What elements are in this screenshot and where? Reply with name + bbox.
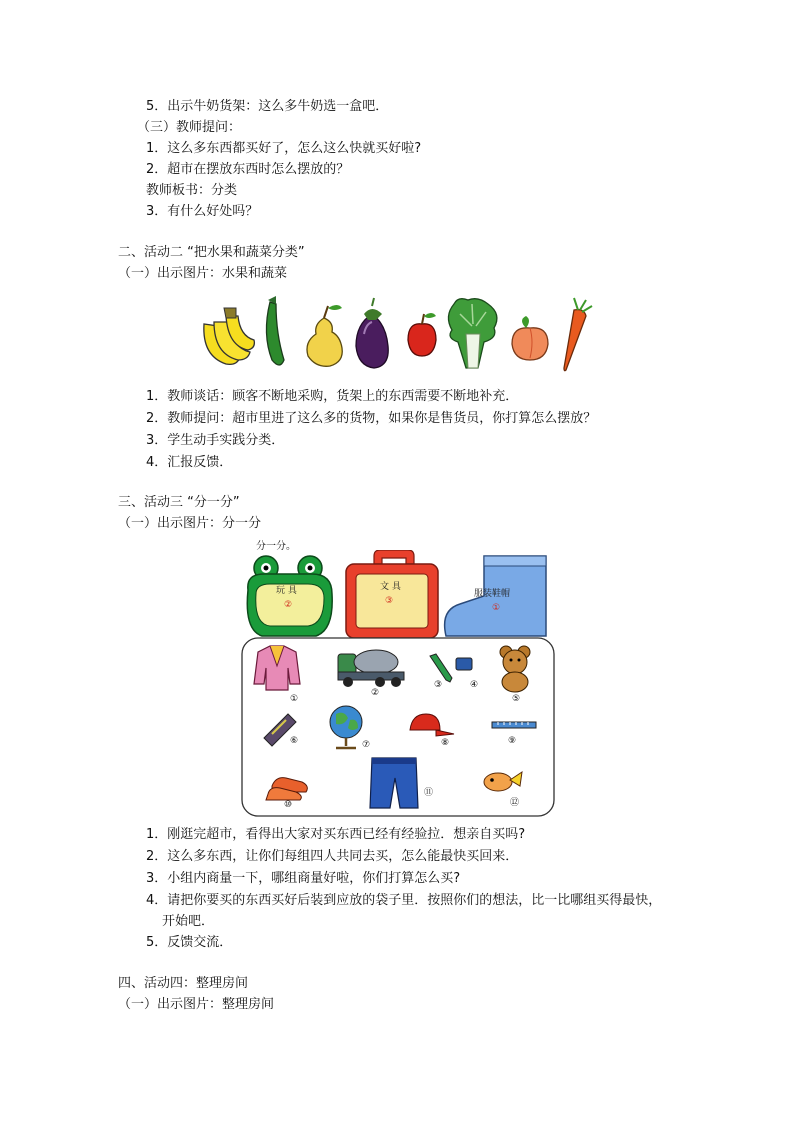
pear-icon	[307, 305, 342, 366]
list-item-continued: 开始吧．	[162, 914, 215, 929]
item-number: ⑤	[512, 694, 521, 704]
item-number: ⑧	[441, 738, 450, 748]
jacket-icon	[254, 646, 300, 690]
list-item: 4．汇报反馈．	[146, 455, 233, 470]
bin-number-stationery: ③	[385, 596, 394, 606]
subsection-heading: （一）出示图片：整理房间	[118, 997, 275, 1012]
list-item: 2．教师提问：超市里进了这么多的货物，如果你是售货员，你打算怎么摆放？	[146, 411, 597, 426]
item-number: ⑫	[510, 798, 520, 808]
fruits-vegetables-figure	[196, 294, 596, 374]
apple-icon	[408, 313, 436, 356]
list-item: 4．请把你要买的东西买好后装到应放的袋子里．按照你们的想法，比一比哪组买得最快，	[146, 893, 662, 908]
bin-number-toys: ②	[284, 600, 293, 610]
item-number: ⑩	[284, 800, 293, 810]
section-heading: 四、活动四：整理房间	[118, 976, 249, 991]
list-item: 5．反馈交流．	[146, 935, 233, 950]
peach-icon	[512, 316, 548, 360]
list-item: 1．刚逛完超市，看得出大家对买东西已经有经验拉．想亲自买吗?	[146, 827, 526, 842]
item-number: ①	[290, 694, 299, 704]
item-number: ④	[470, 680, 479, 690]
subsection-heading: （一）出示图片：水果和蔬菜	[118, 266, 288, 281]
subsection-heading: （一）出示图片：分一分	[118, 516, 262, 531]
text-line: 3．有什么好处吗？	[146, 204, 259, 219]
section-heading: 三、活动三 “分一分”	[118, 495, 240, 510]
item-number: ②	[371, 688, 380, 698]
list-item: 1．教师谈话：顾客不断地采购，货架上的东西需要不断地补充．	[146, 389, 519, 404]
figure-caption: 分一分。	[256, 541, 296, 552]
text-line: 1．这么多东西都买好了，怎么这么快就买好啦?	[146, 141, 422, 156]
item-number: ⑥	[290, 736, 299, 746]
text-line: 教师板书：分类	[146, 183, 238, 198]
sharpener-icon	[456, 658, 472, 670]
cucumber-icon	[266, 296, 284, 365]
bin-number-clothing: ①	[492, 603, 501, 613]
carrot-icon	[564, 298, 592, 371]
item-number: ⑨	[508, 736, 517, 746]
item-number: ⑪	[424, 788, 434, 798]
section-heading: 二、活动二 “把水果和蔬菜分类”	[118, 245, 305, 260]
bin-label-toys: 玩 具	[276, 586, 297, 596]
bin-label-clothing: 服装鞋帽	[474, 589, 511, 599]
ruler-icon	[492, 722, 536, 728]
text-line: 5．出示牛奶货架：这么多牛奶选一盒吧．	[146, 99, 389, 114]
list-item: 3．学生动手实践分类．	[146, 433, 285, 448]
text-line: 2．超市在摆放东西时怎么摆放的？	[146, 162, 350, 177]
item-number: ⑦	[362, 740, 371, 750]
eggplant-icon	[356, 298, 388, 368]
lettuce-icon	[448, 299, 496, 368]
bin-label-stationery: 文 具	[380, 582, 401, 592]
item-number: ③	[434, 680, 443, 690]
list-item: 3．小组内商量一下，哪组商量好啦，你们打算怎么买?	[146, 871, 461, 886]
list-item: 2．这么多东西，让你们每组四人共同去买，怎么能最快买回来．	[146, 849, 519, 864]
banana-icon	[204, 308, 255, 364]
subsection-heading: （三）教师提问：	[137, 120, 242, 135]
